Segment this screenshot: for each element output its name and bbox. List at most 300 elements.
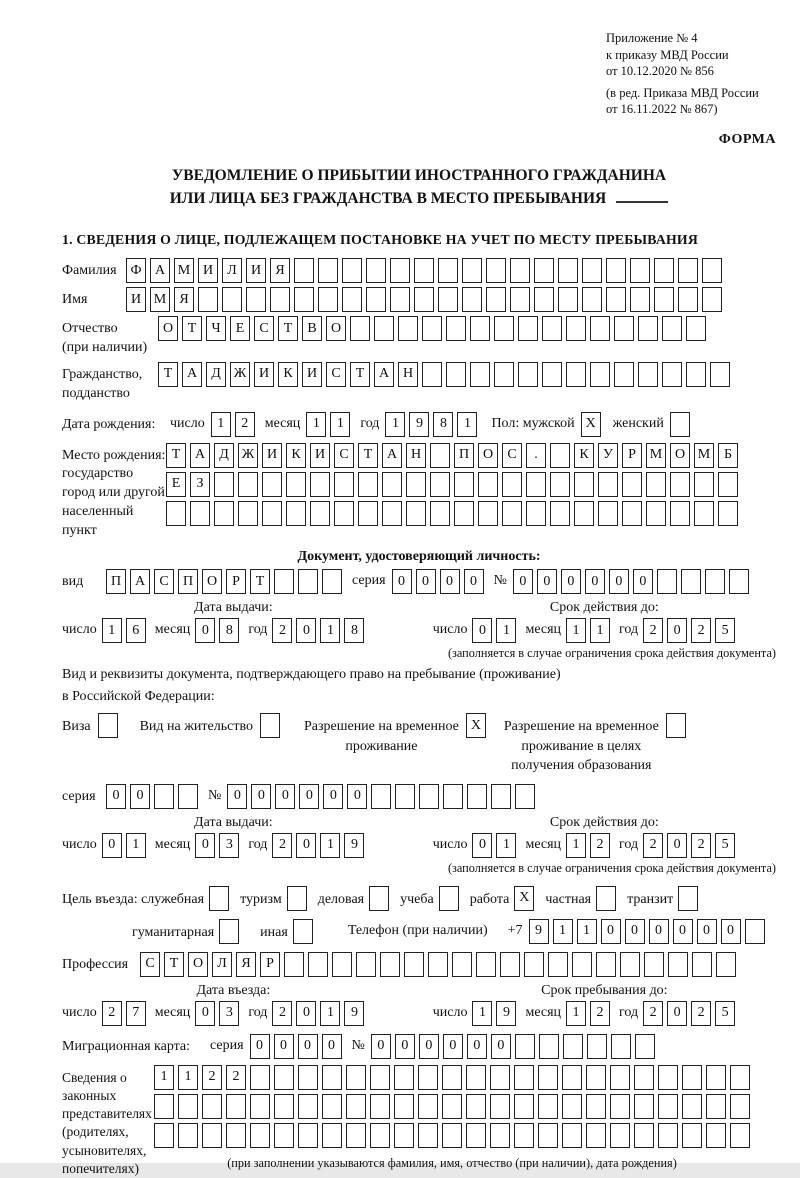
char-cell[interactable]: 1 (553, 919, 573, 944)
char-cell[interactable] (526, 501, 546, 526)
char-cell[interactable] (658, 1123, 678, 1148)
char-cell[interactable] (630, 258, 650, 283)
char-cell[interactable]: 8 (219, 618, 239, 643)
char-cell[interactable] (260, 713, 280, 738)
char-cell[interactable]: 2 (691, 618, 711, 643)
char-cell[interactable] (178, 784, 198, 809)
char-cell[interactable] (346, 1123, 366, 1148)
char-cell[interactable] (486, 258, 506, 283)
char-cell[interactable]: 5 (715, 833, 735, 858)
char-cell[interactable]: Ч (206, 316, 226, 341)
char-cell[interactable]: О (478, 443, 498, 468)
char-cell[interactable] (610, 1065, 630, 1090)
char-cell[interactable]: X (514, 886, 534, 911)
char-cell[interactable] (550, 472, 570, 497)
char-cell[interactable] (294, 287, 314, 312)
char-cell[interactable]: А (190, 443, 210, 468)
char-cell[interactable] (270, 287, 290, 312)
char-cell[interactable] (332, 952, 352, 977)
char-cell[interactable]: 8 (433, 412, 453, 437)
char-cell[interactable] (502, 472, 522, 497)
char-cell[interactable] (550, 501, 570, 526)
char-cell[interactable] (682, 1123, 702, 1148)
char-cell[interactable]: 0 (251, 784, 271, 809)
char-cell[interactable]: 1 (320, 1001, 340, 1026)
char-cell[interactable] (730, 1094, 750, 1119)
char-cell[interactable]: 0 (195, 618, 215, 643)
char-cell[interactable]: Т (358, 443, 378, 468)
char-cell[interactable] (287, 886, 307, 911)
char-cell[interactable] (662, 316, 682, 341)
char-cell[interactable]: 0 (649, 919, 669, 944)
char-cell[interactable] (470, 362, 490, 387)
char-cell[interactable] (620, 952, 640, 977)
char-cell[interactable] (518, 362, 538, 387)
char-cell[interactable]: 0 (296, 618, 316, 643)
char-cell[interactable] (308, 952, 328, 977)
char-cell[interactable] (478, 472, 498, 497)
char-cell[interactable]: 2 (235, 412, 255, 437)
char-cell[interactable] (467, 784, 487, 809)
char-cell[interactable] (490, 1094, 510, 1119)
char-cell[interactable]: 0 (673, 919, 693, 944)
char-cell[interactable] (470, 316, 490, 341)
char-cell[interactable]: 5 (715, 1001, 735, 1026)
char-cell[interactable] (286, 472, 306, 497)
char-cell[interactable] (686, 316, 706, 341)
char-cell[interactable] (658, 1065, 678, 1090)
char-cell[interactable] (606, 287, 626, 312)
char-cell[interactable] (226, 1123, 246, 1148)
char-cell[interactable]: М (694, 443, 714, 468)
char-cell[interactable]: 0 (467, 1034, 487, 1059)
char-cell[interactable] (710, 362, 730, 387)
char-cell[interactable] (500, 952, 520, 977)
char-cell[interactable] (534, 287, 554, 312)
char-cell[interactable] (370, 1123, 390, 1148)
char-cell[interactable]: 2 (691, 1001, 711, 1026)
char-cell[interactable] (702, 287, 722, 312)
char-cell[interactable] (630, 287, 650, 312)
char-cell[interactable]: М (646, 443, 666, 468)
char-cell[interactable] (634, 1123, 654, 1148)
char-cell[interactable]: К (574, 443, 594, 468)
char-cell[interactable]: 0 (697, 919, 717, 944)
char-cell[interactable]: О (188, 952, 208, 977)
char-cell[interactable] (202, 1123, 222, 1148)
char-cell[interactable] (466, 1065, 486, 1090)
char-cell[interactable] (442, 1094, 462, 1119)
char-cell[interactable] (219, 919, 239, 944)
char-cell[interactable]: 0 (472, 618, 492, 643)
char-cell[interactable]: 1 (320, 833, 340, 858)
char-cell[interactable]: С (254, 316, 274, 341)
char-cell[interactable] (334, 501, 354, 526)
char-cell[interactable]: 0 (323, 784, 343, 809)
char-cell[interactable] (486, 287, 506, 312)
char-cell[interactable] (418, 1065, 438, 1090)
char-cell[interactable] (635, 1034, 655, 1059)
char-cell[interactable] (574, 501, 594, 526)
char-cell[interactable] (406, 501, 426, 526)
char-cell[interactable]: Е (166, 472, 186, 497)
char-cell[interactable]: Т (250, 569, 270, 594)
char-cell[interactable] (310, 472, 330, 497)
char-cell[interactable] (574, 472, 594, 497)
char-cell[interactable]: А (150, 258, 170, 283)
char-cell[interactable]: 0 (667, 833, 687, 858)
char-cell[interactable] (622, 472, 642, 497)
char-cell[interactable] (298, 1123, 318, 1148)
char-cell[interactable] (634, 1094, 654, 1119)
char-cell[interactable] (587, 1034, 607, 1059)
char-cell[interactable] (566, 316, 586, 341)
char-cell[interactable] (318, 258, 338, 283)
char-cell[interactable] (590, 316, 610, 341)
char-cell[interactable]: 1 (472, 1001, 492, 1026)
char-cell[interactable] (634, 1065, 654, 1090)
char-cell[interactable]: 1 (577, 919, 597, 944)
char-cell[interactable] (692, 952, 712, 977)
char-cell[interactable] (430, 501, 450, 526)
char-cell[interactable]: И (126, 287, 146, 312)
char-cell[interactable]: 3 (219, 1001, 239, 1026)
char-cell[interactable] (322, 1094, 342, 1119)
char-cell[interactable]: Н (398, 362, 418, 387)
char-cell[interactable]: Т (350, 362, 370, 387)
char-cell[interactable] (686, 362, 706, 387)
char-cell[interactable] (371, 784, 391, 809)
char-cell[interactable] (706, 1094, 726, 1119)
char-cell[interactable] (644, 952, 664, 977)
char-cell[interactable] (491, 784, 511, 809)
char-cell[interactable]: 0 (275, 784, 295, 809)
char-cell[interactable]: 1 (496, 833, 516, 858)
char-cell[interactable]: 0 (298, 1034, 318, 1059)
char-cell[interactable] (729, 569, 749, 594)
char-cell[interactable] (390, 287, 410, 312)
char-cell[interactable]: 1 (457, 412, 477, 437)
char-cell[interactable]: 0 (625, 919, 645, 944)
char-cell[interactable] (166, 501, 186, 526)
char-cell[interactable]: П (454, 443, 474, 468)
char-cell[interactable] (558, 287, 578, 312)
char-cell[interactable] (678, 287, 698, 312)
char-cell[interactable] (202, 1094, 222, 1119)
char-cell[interactable] (745, 919, 765, 944)
char-cell[interactable]: 0 (440, 569, 460, 594)
char-cell[interactable] (670, 472, 690, 497)
char-cell[interactable]: И (254, 362, 274, 387)
char-cell[interactable] (209, 886, 229, 911)
char-cell[interactable] (442, 1123, 462, 1148)
char-cell[interactable] (438, 258, 458, 283)
char-cell[interactable]: 1 (566, 1001, 586, 1026)
char-cell[interactable]: 2 (590, 1001, 610, 1026)
char-cell[interactable]: О (670, 443, 690, 468)
char-cell[interactable] (294, 258, 314, 283)
char-cell[interactable]: И (262, 443, 282, 468)
char-cell[interactable] (705, 569, 725, 594)
char-cell[interactable] (310, 501, 330, 526)
char-cell[interactable] (662, 362, 682, 387)
char-cell[interactable] (274, 1123, 294, 1148)
char-cell[interactable] (395, 784, 415, 809)
char-cell[interactable] (614, 316, 634, 341)
char-cell[interactable]: М (174, 258, 194, 283)
char-cell[interactable] (404, 952, 424, 977)
char-cell[interactable] (439, 886, 459, 911)
char-cell[interactable] (666, 713, 686, 738)
char-cell[interactable]: 0 (296, 1001, 316, 1026)
char-cell[interactable]: 2 (102, 1001, 122, 1026)
char-cell[interactable]: 1 (154, 1065, 174, 1090)
char-cell[interactable] (524, 952, 544, 977)
char-cell[interactable]: Д (214, 443, 234, 468)
char-cell[interactable] (590, 362, 610, 387)
char-cell[interactable] (610, 1094, 630, 1119)
char-cell[interactable] (596, 952, 616, 977)
char-cell[interactable] (298, 1094, 318, 1119)
char-cell[interactable] (380, 952, 400, 977)
char-cell[interactable]: 2 (202, 1065, 222, 1090)
char-cell[interactable]: 0 (585, 569, 605, 594)
char-cell[interactable] (518, 316, 538, 341)
char-cell[interactable]: 8 (344, 618, 364, 643)
char-cell[interactable]: 2 (272, 618, 292, 643)
char-cell[interactable] (598, 472, 618, 497)
char-cell[interactable] (476, 952, 496, 977)
char-cell[interactable] (646, 472, 666, 497)
char-cell[interactable]: И (246, 258, 266, 283)
char-cell[interactable] (566, 362, 586, 387)
char-cell[interactable]: 0 (347, 784, 367, 809)
char-cell[interactable] (250, 1094, 270, 1119)
char-cell[interactable] (670, 412, 690, 437)
char-cell[interactable]: 0 (227, 784, 247, 809)
char-cell[interactable] (548, 952, 568, 977)
char-cell[interactable] (611, 1034, 631, 1059)
char-cell[interactable]: 0 (195, 1001, 215, 1026)
char-cell[interactable] (419, 784, 439, 809)
char-cell[interactable] (318, 287, 338, 312)
char-cell[interactable]: 0 (667, 618, 687, 643)
char-cell[interactable]: Р (226, 569, 246, 594)
char-cell[interactable] (298, 1065, 318, 1090)
char-cell[interactable]: К (278, 362, 298, 387)
char-cell[interactable]: 9 (344, 1001, 364, 1026)
char-cell[interactable]: С (334, 443, 354, 468)
char-cell[interactable] (515, 1034, 535, 1059)
char-cell[interactable] (428, 952, 448, 977)
char-cell[interactable]: Ф (126, 258, 146, 283)
char-cell[interactable] (550, 443, 570, 468)
char-cell[interactable]: Б (718, 443, 738, 468)
char-cell[interactable] (350, 316, 370, 341)
char-cell[interactable] (454, 472, 474, 497)
char-cell[interactable] (366, 287, 386, 312)
char-cell[interactable]: С (154, 569, 174, 594)
char-cell[interactable]: 0 (633, 569, 653, 594)
char-cell[interactable] (638, 362, 658, 387)
char-cell[interactable]: 5 (715, 618, 735, 643)
char-cell[interactable] (538, 1065, 558, 1090)
char-cell[interactable]: 0 (491, 1034, 511, 1059)
char-cell[interactable] (238, 472, 258, 497)
char-cell[interactable] (356, 952, 376, 977)
char-cell[interactable]: X (466, 713, 486, 738)
char-cell[interactable] (694, 472, 714, 497)
char-cell[interactable] (446, 362, 466, 387)
char-cell[interactable]: X (581, 412, 601, 437)
char-cell[interactable]: 1 (102, 618, 122, 643)
char-cell[interactable] (274, 1094, 294, 1119)
char-cell[interactable] (358, 472, 378, 497)
char-cell[interactable]: Я (236, 952, 256, 977)
char-cell[interactable]: Е (230, 316, 250, 341)
char-cell[interactable]: 0 (392, 569, 412, 594)
char-cell[interactable] (622, 501, 642, 526)
char-cell[interactable]: Т (182, 316, 202, 341)
char-cell[interactable]: 0 (537, 569, 557, 594)
char-cell[interactable]: Ж (238, 443, 258, 468)
char-cell[interactable] (390, 258, 410, 283)
char-cell[interactable]: 0 (609, 569, 629, 594)
char-cell[interactable] (250, 1065, 270, 1090)
char-cell[interactable]: 2 (272, 1001, 292, 1026)
char-cell[interactable]: 2 (272, 833, 292, 858)
char-cell[interactable]: 0 (443, 1034, 463, 1059)
char-cell[interactable] (178, 1094, 198, 1119)
char-cell[interactable] (346, 1094, 366, 1119)
char-cell[interactable] (730, 1065, 750, 1090)
char-cell[interactable] (515, 784, 535, 809)
char-cell[interactable]: В (302, 316, 322, 341)
char-cell[interactable]: Т (166, 443, 186, 468)
char-cell[interactable]: 0 (472, 833, 492, 858)
char-cell[interactable] (582, 258, 602, 283)
char-cell[interactable] (414, 287, 434, 312)
char-cell[interactable] (358, 501, 378, 526)
char-cell[interactable]: 0 (513, 569, 533, 594)
char-cell[interactable]: Т (278, 316, 298, 341)
char-cell[interactable] (718, 501, 738, 526)
char-cell[interactable]: . (526, 443, 546, 468)
char-cell[interactable]: С (326, 362, 346, 387)
char-cell[interactable] (214, 472, 234, 497)
char-cell[interactable] (586, 1123, 606, 1148)
char-cell[interactable]: О (158, 316, 178, 341)
char-cell[interactable] (490, 1065, 510, 1090)
char-cell[interactable] (562, 1094, 582, 1119)
char-cell[interactable] (654, 258, 674, 283)
char-cell[interactable]: О (202, 569, 222, 594)
char-cell[interactable]: 1 (385, 412, 405, 437)
char-cell[interactable] (342, 287, 362, 312)
char-cell[interactable] (414, 258, 434, 283)
char-cell[interactable]: 0 (601, 919, 621, 944)
char-cell[interactable] (606, 258, 626, 283)
char-cell[interactable]: Р (260, 952, 280, 977)
char-cell[interactable]: 1 (590, 618, 610, 643)
char-cell[interactable]: 0 (106, 784, 126, 809)
char-cell[interactable] (694, 501, 714, 526)
char-cell[interactable] (382, 501, 402, 526)
char-cell[interactable]: 0 (274, 1034, 294, 1059)
char-cell[interactable] (369, 886, 389, 911)
char-cell[interactable]: М (150, 287, 170, 312)
char-cell[interactable]: А (374, 362, 394, 387)
char-cell[interactable]: 2 (643, 1001, 663, 1026)
char-cell[interactable] (442, 1065, 462, 1090)
char-cell[interactable] (446, 316, 466, 341)
char-cell[interactable]: 0 (667, 1001, 687, 1026)
char-cell[interactable]: 0 (296, 833, 316, 858)
char-cell[interactable] (322, 569, 342, 594)
char-cell[interactable] (706, 1123, 726, 1148)
char-cell[interactable] (638, 316, 658, 341)
char-cell[interactable] (514, 1065, 534, 1090)
char-cell[interactable] (514, 1123, 534, 1148)
char-cell[interactable]: 2 (691, 833, 711, 858)
char-cell[interactable] (334, 472, 354, 497)
char-cell[interactable] (538, 1123, 558, 1148)
char-cell[interactable] (198, 287, 218, 312)
char-cell[interactable] (682, 1094, 702, 1119)
char-cell[interactable] (382, 472, 402, 497)
char-cell[interactable] (562, 1123, 582, 1148)
char-cell[interactable]: 0 (130, 784, 150, 809)
char-cell[interactable] (394, 1094, 414, 1119)
char-cell[interactable]: 0 (102, 833, 122, 858)
char-cell[interactable] (586, 1065, 606, 1090)
char-cell[interactable] (462, 287, 482, 312)
char-cell[interactable]: Л (222, 258, 242, 283)
char-cell[interactable] (494, 316, 514, 341)
char-cell[interactable] (394, 1123, 414, 1148)
char-cell[interactable] (178, 1123, 198, 1148)
char-cell[interactable]: Т (164, 952, 184, 977)
char-cell[interactable] (466, 1094, 486, 1119)
char-cell[interactable]: 1 (178, 1065, 198, 1090)
char-cell[interactable] (190, 501, 210, 526)
char-cell[interactable] (478, 501, 498, 526)
char-cell[interactable] (614, 362, 634, 387)
char-cell[interactable]: 0 (416, 569, 436, 594)
char-cell[interactable] (430, 472, 450, 497)
char-cell[interactable]: И (198, 258, 218, 283)
char-cell[interactable] (718, 472, 738, 497)
char-cell[interactable]: У (598, 443, 618, 468)
char-cell[interactable]: 6 (126, 618, 146, 643)
char-cell[interactable] (298, 569, 318, 594)
char-cell[interactable]: 1 (566, 618, 586, 643)
char-cell[interactable]: 2 (643, 618, 663, 643)
char-cell[interactable] (510, 258, 530, 283)
char-cell[interactable]: Д (206, 362, 226, 387)
char-cell[interactable] (274, 569, 294, 594)
char-cell[interactable]: 3 (219, 833, 239, 858)
char-cell[interactable] (366, 258, 386, 283)
char-cell[interactable]: 7 (126, 1001, 146, 1026)
char-cell[interactable]: Р (622, 443, 642, 468)
char-cell[interactable]: О (326, 316, 346, 341)
char-cell[interactable]: 1 (306, 412, 326, 437)
char-cell[interactable] (716, 952, 736, 977)
char-cell[interactable] (514, 1094, 534, 1119)
char-cell[interactable]: 0 (371, 1034, 391, 1059)
char-cell[interactable] (598, 501, 618, 526)
